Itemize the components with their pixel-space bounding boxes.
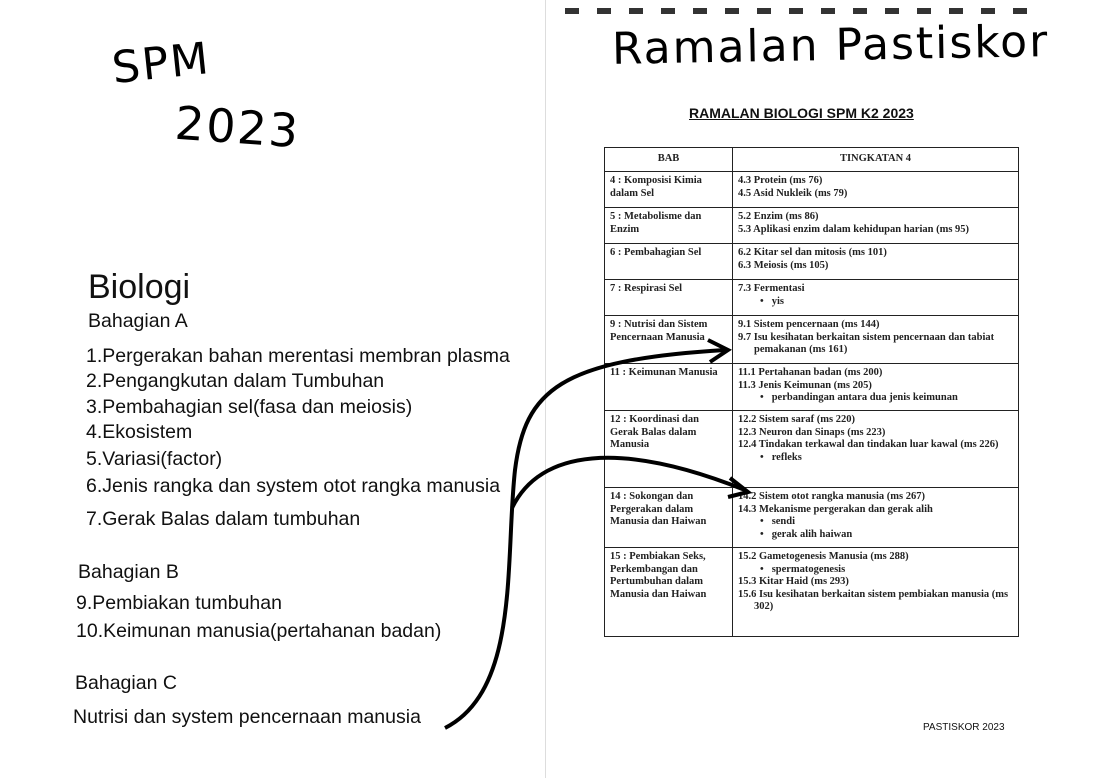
- bab-cell: 6 : Pembahagian Sel: [605, 244, 733, 280]
- subtopic: 15.2 Gametogenesis Manusia (ms 288): [738, 551, 909, 562]
- handwritten-ramalan-pastiskor: Ramalan Pastiskor: [611, 16, 1050, 75]
- arrow-otot-rangka: [512, 458, 745, 508]
- subtopic: 12.3 Neuron dan Sinaps (ms 223): [738, 426, 886, 438]
- subtopic: • gerak alih haiwan: [738, 529, 1013, 542]
- subtopic: 15.3 Kitar Haid (ms 293): [738, 576, 849, 587]
- subtopic: 6.3 Meiosis (ms 105): [738, 259, 829, 271]
- bab-cell: 7 : Respirasi Sel: [605, 280, 733, 316]
- subtopic: 12.2 Sistem saraf (ms 220): [738, 414, 855, 425]
- subtopic: 5.2 Enzim (ms 86): [738, 211, 819, 222]
- subtopic: 5.3 Aplikasi enzim dalam kehidupan harian (ms 95): [738, 223, 970, 235]
- bab-cell: 14 : Sokongan dan Pergerakan dalam Manusia dan Haiwan: [605, 488, 733, 548]
- heading-biologi: Biologi: [88, 268, 191, 306]
- subtopic: 7.3 Fermentasi: [738, 283, 805, 294]
- subtopic: pemakanan (ms 161): [754, 344, 848, 355]
- topic-item: 10.Keimunan manusia(pertahanan badan): [76, 620, 442, 642]
- topic-item: 7.Gerak Balas dalam tumbuhan: [86, 508, 361, 530]
- handwritten-spm: SPM: [109, 32, 213, 95]
- subtopic: 12.4 Tindakan terkawal dan tindakan luar kawal (ms 226): [738, 439, 999, 450]
- topic-item: 6.Jenis rangka dan system otot rangka manusia: [86, 475, 501, 497]
- subtopic: 14.3 Mekanisme pergerakan dan gerak alih: [738, 503, 933, 515]
- subtopic: • spermatogenesis: [738, 564, 1013, 577]
- document-title: RAMALAN BIOLOGI SPM K2 2023: [689, 105, 914, 121]
- section-title: Bahagian B: [78, 561, 179, 583]
- topic-item: Nutrisi dan system pencernaan manusia: [73, 706, 421, 728]
- bab-cell: 9 : Nutrisi dan Sistem Pencernaan Manusia: [605, 316, 733, 364]
- bab-cell: 15 : Pembiakan Seks, Perkembangan dan Pertumbuhan dalam Manusia dan Haiwan: [605, 548, 733, 637]
- subtopic: 11.1 Pertahanan badan (ms 200): [738, 367, 883, 378]
- topic-item: 2.Pengangkutan dalam Tumbuhan: [86, 370, 385, 392]
- subtopic: 14.2 Sistem otot rangka manusia (ms 267): [738, 491, 925, 502]
- topic-item: 1.Pergerakan bahan merentasi membran plasma: [86, 345, 510, 367]
- subtopic: • yis: [738, 296, 1013, 309]
- topic-item: 4.Ekosistem: [86, 421, 193, 443]
- handwritten-year: 2023: [173, 95, 302, 159]
- bab-cell: 11 : Keimunan Manusia: [605, 364, 733, 411]
- topic-item: 3.Pembahagian sel(fasa dan meiosis): [86, 396, 413, 418]
- arrow-nutrisi: [445, 350, 725, 728]
- subtopic: • sendi: [738, 516, 1013, 529]
- subtopic: • refleks: [738, 452, 1013, 465]
- subtopic: 6.2 Kitar sel dan mitosis (ms 101): [738, 247, 887, 258]
- bab-cell: 4 : Komposisi Kimia dalam Sel: [605, 172, 733, 208]
- subtopic: 11.3 Jenis Keimunan (ms 205): [738, 379, 872, 391]
- subtopic: 4.5 Asid Nukleik (ms 79): [738, 187, 848, 199]
- bab-cell: 5 : Metabolisme dan Enzim: [605, 208, 733, 244]
- topic-item: 5.Variasi(factor): [86, 448, 223, 470]
- header-bab: BAB: [605, 148, 733, 172]
- section-title: Bahagian C: [75, 672, 177, 694]
- topic-item: 9.Pembiakan tumbuhan: [76, 592, 282, 614]
- footer-label: PASTISKOR 2023: [923, 722, 1005, 733]
- subtopic: • perbandingan antara dua jenis keimunan: [738, 392, 1013, 405]
- subtopic: 4.3 Protein (ms 76): [738, 175, 823, 186]
- subtopic: 9.7 Isu kesihatan berkaitan sistem pencernaan dan tabiat: [738, 331, 995, 343]
- header-tingkatan: TINGKATAN 4: [733, 148, 1019, 172]
- subtopic: 302): [754, 601, 774, 612]
- subtopic: 9.1 Sistem pencernaan (ms 144): [738, 319, 880, 330]
- bab-cell: 12 : Koordinasi dan Gerak Balas dalam Manusia: [605, 411, 733, 488]
- section-title: Bahagian A: [88, 310, 188, 332]
- subtopic: 15.6 Isu kesihatan berkaitan sistem pembiakan manusia (ms: [738, 588, 1009, 600]
